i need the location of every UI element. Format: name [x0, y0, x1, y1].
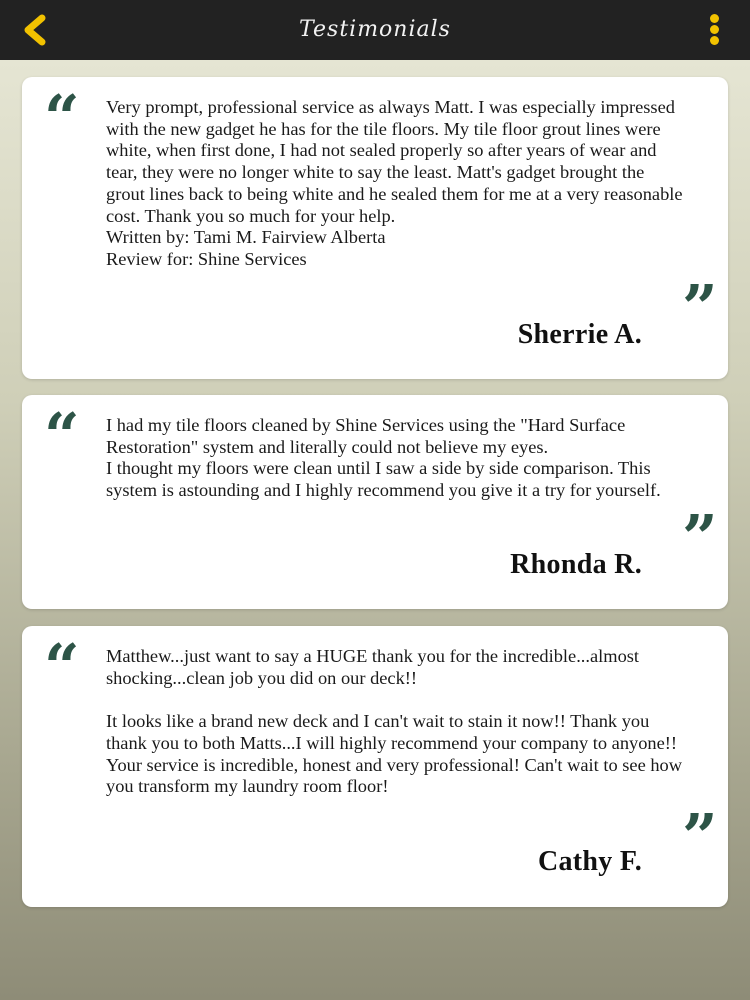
vertical-dots-icon [710, 25, 719, 34]
open-quote-icon: “ [44, 630, 80, 703]
testimonial-card [22, 77, 728, 379]
testimonial-card [22, 395, 728, 609]
testimonial-text: Matthew...just want to say a HUGE thank you for the incredible...almost shocking...clean job you did on our deck!! It looks like a brand new deck and I can't wait to stain it now!! Thank you thank you to both Matts...I will highly recommend your company to anyone!! Your service is incredible, honest and very professional! Can't wait to see how you transform my laundry room floor! [106, 646, 683, 797]
testimonial-author: Sherrie A. [517, 319, 642, 350]
page-title: Testimonials [299, 17, 451, 42]
close-quote-icon: ” [682, 271, 718, 344]
close-quote-icon: ” [682, 800, 718, 873]
testimonial-text: I had my tile floors cleaned by Shine Services using the "Hard Surface Restoration" system and literally could not believe my eyes. I thought my floors were clean until I saw a side by side comparison. This system is astounding and I highly recommend you give it a try for yourself. [106, 415, 661, 501]
vertical-dots-icon [710, 14, 719, 23]
testimonial-card [22, 626, 728, 907]
open-quote-icon: “ [44, 399, 80, 472]
testimonial-author: Cathy F. [537, 846, 642, 877]
close-quote-icon: ” [682, 501, 718, 574]
header-bar [0, 0, 750, 60]
testimonial-author: Rhonda R. [510, 549, 642, 580]
open-quote-icon: “ [44, 81, 80, 154]
testimonial-text: Very prompt, professional service as always Matt. I was especially impressed with the new gadget he has for the tile floors. My tile floor grout lines were white, when first done, I had not sealed properly so after years of wear and tear, they were no longer white to say the least. Matt's gadget brought the grout lines back to being white and he sealed them for me at a very reasonable cost. Thank you so much for your help. Written by: Tami M. Fairview Alberta Review for: Shine Services [106, 97, 683, 269]
overflow-menu-button[interactable] [704, 14, 726, 46]
vertical-dots-icon [710, 36, 719, 45]
